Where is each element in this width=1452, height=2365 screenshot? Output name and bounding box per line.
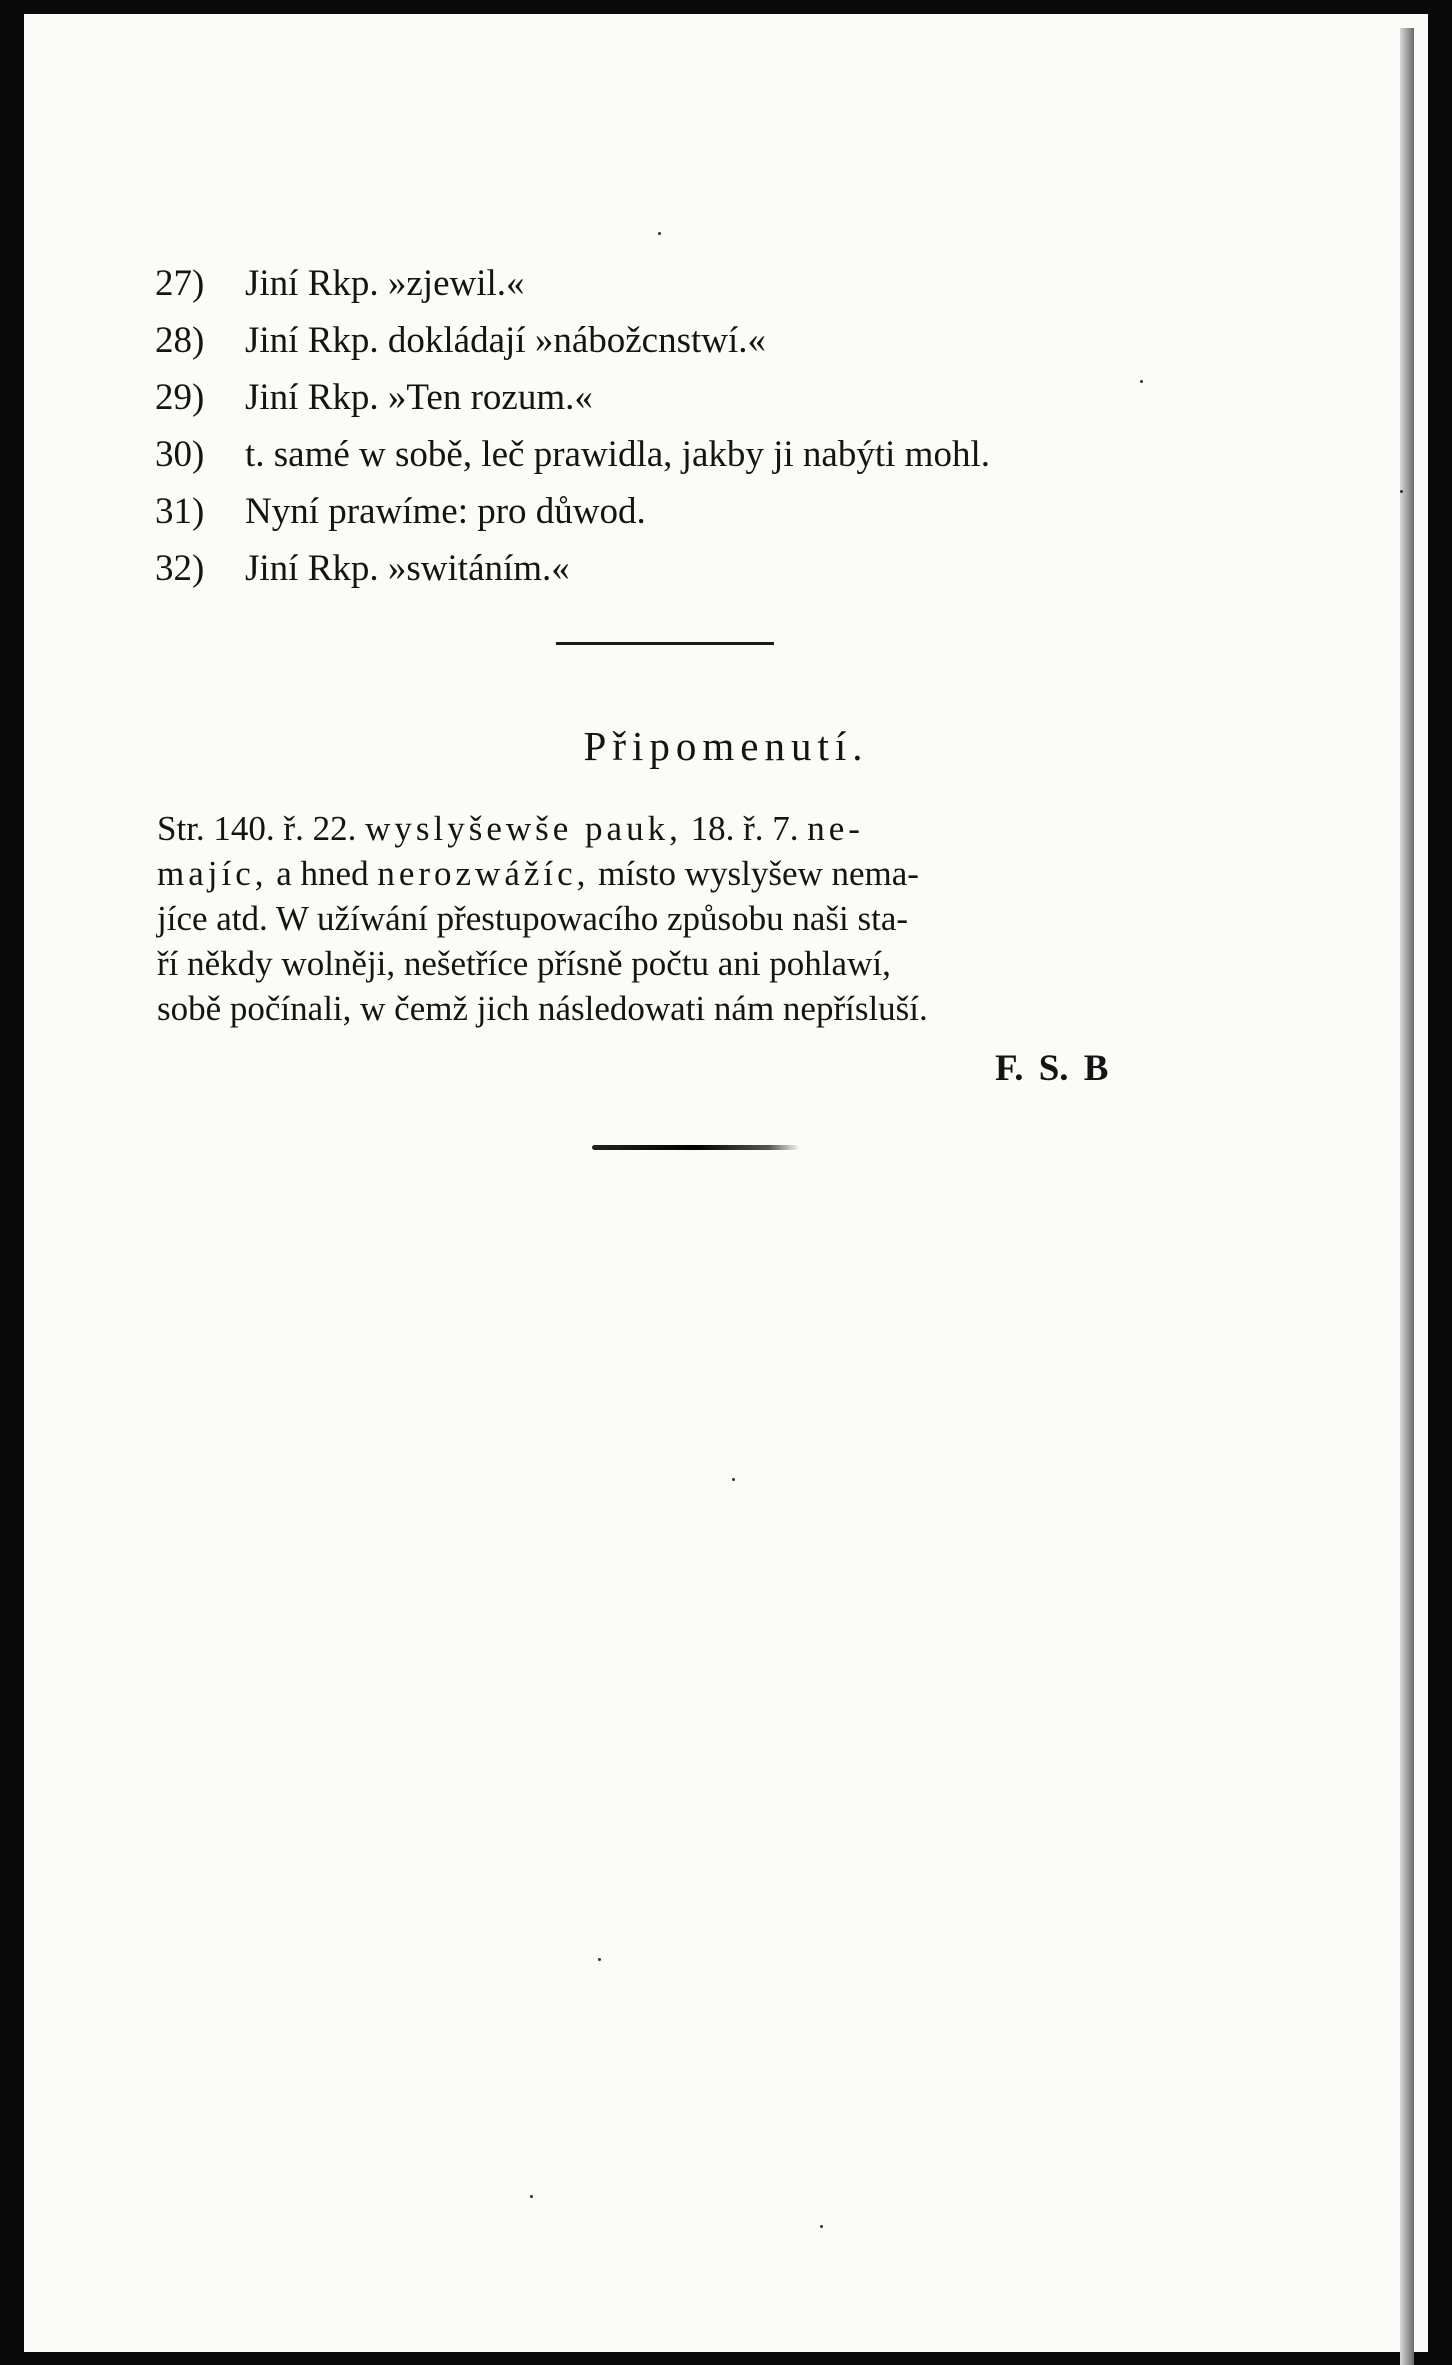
- footnote-29: [155, 369, 990, 426]
- paper-speck: [658, 232, 661, 235]
- footnote-32: [155, 540, 990, 597]
- footnote-text: Jiní Rkp. dokládají »nábožcnstwí.«: [245, 320, 767, 361]
- page-edge-shadow: [1400, 28, 1414, 2365]
- paper-speck: [598, 1958, 601, 1961]
- footnote-number: 27): [155, 263, 205, 304]
- paper-speck: [530, 2195, 533, 2198]
- spaced-phrase: ne-: [807, 809, 864, 848]
- footnote-text: Jiní Rkp. »switáním.«: [245, 548, 570, 589]
- footnotes-list: [155, 255, 990, 597]
- spaced-phrase: wyslyšewše pauk,: [365, 809, 682, 848]
- footnote-text: Jiní Rkp. »zjewil.«: [245, 263, 525, 304]
- footnote-number: 30): [155, 434, 205, 475]
- footnote-text: Nyní prawíme: pro důwod.: [245, 491, 646, 532]
- footnote-text: t. samé w sobě, leč prawidla, jakby ji nabýti mohl.: [245, 434, 990, 475]
- footnote-number: 31): [155, 491, 205, 532]
- remark-paragraph: [157, 806, 1202, 1031]
- footnote-28: [155, 312, 990, 369]
- author-initials: F. S. B: [995, 1048, 1109, 1089]
- paragraph-line-3: jíce atd. W užíwání přestupowacího způsobu naši sta-: [157, 899, 909, 938]
- paragraph-line-4: ří někdy wolněji, nešetříce přísně počtu ani pohlawí,: [157, 944, 891, 983]
- spaced-phrase: nerozwážíc,: [377, 854, 590, 893]
- section-divider: [556, 642, 774, 645]
- paragraph-text: a hned: [276, 854, 369, 893]
- paragraph-line-5: sobě počínali, w čemž jich následowati nám nepřísluší.: [157, 989, 928, 1028]
- spaced-phrase: majíc,: [157, 854, 268, 893]
- paragraph-line-1: [157, 806, 1202, 851]
- footnote-number: 28): [155, 320, 205, 361]
- footnote-27: [155, 255, 990, 312]
- end-divider: [592, 1145, 800, 1150]
- page-reference: Str. 140. ř. 22.: [157, 809, 357, 848]
- paper-speck: [1140, 380, 1143, 383]
- footnote-text: Jiní Rkp. »Ten rozum.«: [245, 377, 593, 418]
- footnote-number: 32): [155, 548, 205, 589]
- footnote-31: [155, 483, 990, 540]
- paragraph-text: místo wyslyšew nema-: [598, 854, 919, 893]
- section-heading: Připomenutí.: [583, 723, 869, 769]
- paper-speck: [820, 2225, 823, 2228]
- paragraph-line-2: [157, 851, 1202, 896]
- paper-speck: [732, 1478, 735, 1481]
- paper-speck: [1400, 490, 1403, 493]
- line-reference: 18. ř. 7.: [690, 809, 799, 848]
- footnote-30: [155, 426, 990, 483]
- footnote-number: 29): [155, 377, 205, 418]
